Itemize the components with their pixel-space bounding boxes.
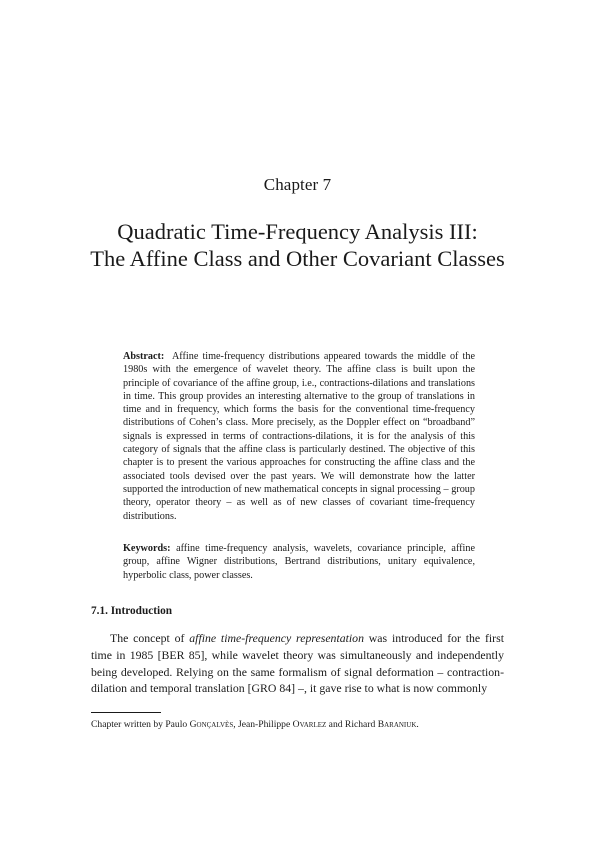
keywords — [123, 542, 475, 582]
intro-text-start: The concept of — [110, 631, 190, 645]
chapter-label: Chapter 7 — [263, 175, 332, 194]
footnote-author-3: Baraniuk — [377, 719, 417, 730]
intro-emphasis: affine time-frequency representation — [189, 631, 364, 645]
abstract — [123, 350, 475, 523]
keywords-text: affine time-frequency analysis, wavelets, covariance principle, affine group, affine Wigner distributions, Bertrand distributions, unitary equivalence, hyperbolic class, power classes. — [123, 543, 475, 581]
chapter-title-line-1: Quadratic Time-Frequency Analysis III: — [117, 219, 478, 244]
footnote-prefix: Chapter written by Paulo — [91, 719, 190, 730]
chapter-title-line-2: The Affine Class and Other Covariant Classes — [90, 246, 505, 271]
abstract-text: Affine time-frequency distributions appeared towards the middle of the 1980s with the emergence of wavelet theory. The affine class is built upon the principle of covariance of the affine group, i.e., contractions-dilations and translations in time. This group provides an interesting alternative to the group of translations in time and in frequency, which forms the basis for the conventional time-frequency distributions of Cohen’s class. More precisely, as the Doppler effect on “broadband” signals is expressed in terms of contractions-dilations, it is for the analysis of this category of signals that the affine class is particularly destined. The objective of this chapter is to present the various approaches for constructing the affine class and the associated tools devised over the past years. We will demonstrate how the latter supported the introduction of new mathematical concepts in signal processing – group theory, operator theory – as well as of new classes of covariant time-frequency distributions. — [123, 351, 475, 522]
keywords-label: Keywords: — [123, 543, 171, 554]
footnote-separator-1: , Jean-Philippe — [233, 719, 293, 730]
section-heading: 7.1. Introduction — [91, 605, 173, 617]
intro-text-rest: was introduced for the first time in 1985 [BER 85], while wavelet theory was simultaneously and independently being developed. Relying on the same formalism of signal deformation – contraction-dilation and temporal translation [GRO 84] –, it gave rise to what is now commonly — [91, 631, 504, 696]
footnote-divider — [91, 712, 161, 713]
footnote-separator-2: and Richard — [326, 719, 378, 730]
footnote-author-2: Ovarlez — [292, 719, 327, 730]
footnote-author-1: Gonçalvès — [189, 719, 234, 730]
chapter-title — [0, 218, 595, 272]
footnote — [91, 719, 419, 730]
footnote-suffix: . — [416, 719, 419, 730]
abstract-label: Abstract: — [123, 351, 165, 362]
intro-paragraph — [91, 630, 504, 697]
